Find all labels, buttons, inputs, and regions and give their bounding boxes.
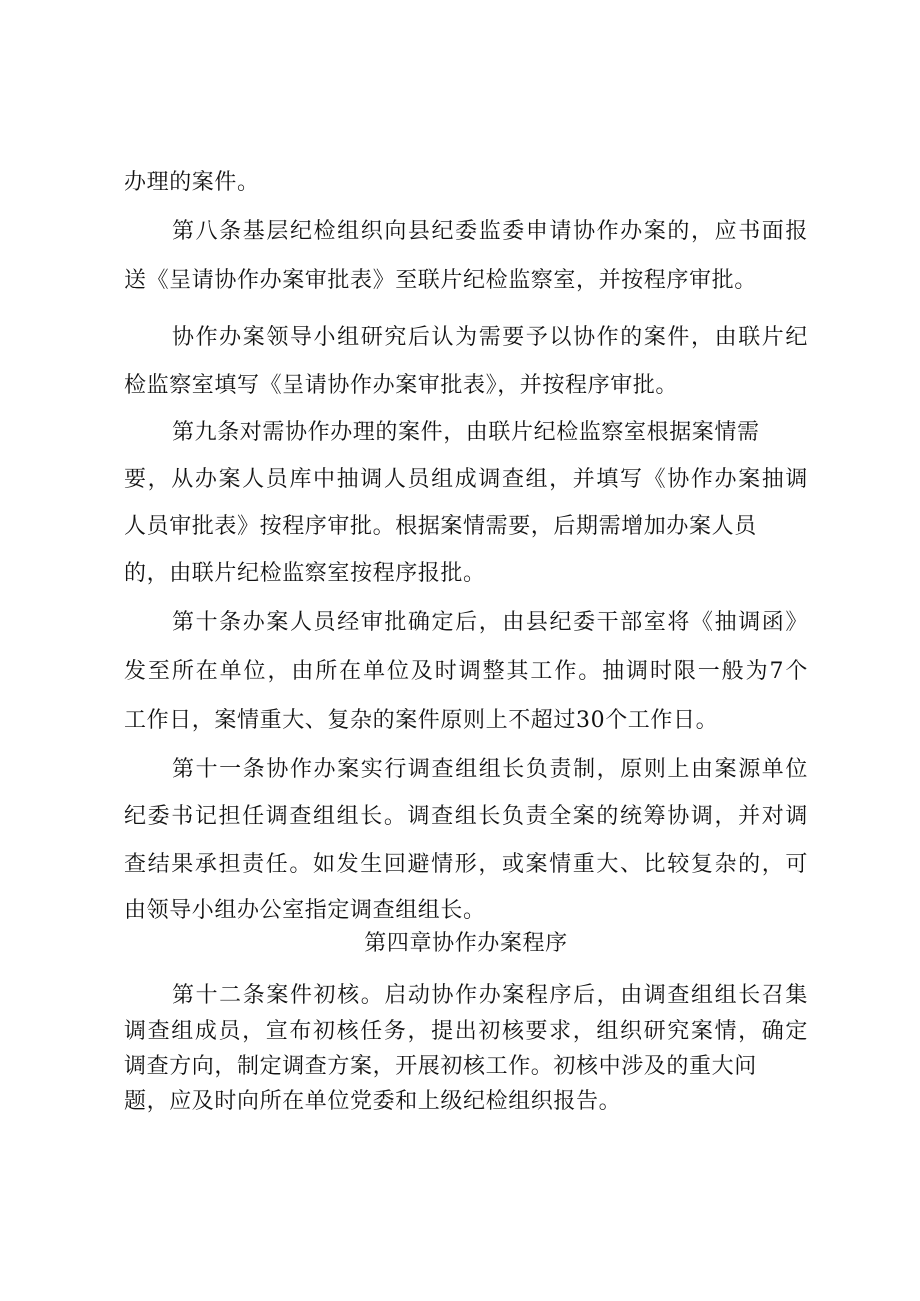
text-line: 办理的案件。 [124, 170, 260, 195]
text-line: 协作办案领导小组研究后认为需要予以协作的案件，由联片纪 [172, 325, 808, 350]
text-line: 的，由联片纪检监察室按程序报批。 [124, 561, 486, 586]
chapter-heading: 第四章协作办案程序 [364, 931, 568, 956]
text-line: 第十一条协作办案实行调查组组长负责制，原则上由案源单位 [172, 757, 808, 782]
text-line: 第十二条案件初核。启动协作办案程序后，由调查组组长召集 [172, 983, 808, 1008]
text-line: 要，从办案人员库中抽调人员组成调查组，并填写《协作办案抽调 [124, 467, 808, 492]
text-line: 由领导小组办公室指定调查组组长。 [124, 898, 486, 923]
text-line: 查结果承担责任。如发生回避情形，或案情重大、比较复杂的，可 [124, 852, 808, 877]
text-line: 发至所在单位，由所在单位及时调整其工作。抽调时限一般为7个 [124, 659, 808, 684]
text-line: 调查方向，制定调查方案，开展初核工作。初核中涉及的重大问 [124, 1054, 757, 1079]
text-line: 调查组成员，宣布初核任务，提出初核要求，组织研究案情，确定 [124, 1019, 808, 1044]
text-line: 第十条办案人员经审批确定后，由县纪委干部室将《抽调函》 [172, 610, 808, 635]
text-line: 检监察室填写《呈请协作办案审批表》，并按程序审批。 [124, 373, 679, 398]
text-line: 纪委书记担任调查组组长。调查组长负责全案的统筹协调，并对调 [124, 804, 808, 829]
text-line: 工作日，案情重大、复杂的案件原则上不超过30个工作日。 [124, 708, 719, 733]
text-line: 第九条对需协作办理的案件，由联片纪检监察室根据案情需 [172, 420, 760, 445]
text-line: 第八条基层纪检组织向县纪委监委申请协作办案的，应书面报 [172, 219, 808, 244]
text-line: 送《呈请协作办案审批表》至联片纪检监察室，并按程序审批。 [124, 268, 757, 293]
text-line: 人员审批表》按程序审批。根据案情需要，后期需增加办案人员 [124, 514, 757, 539]
text-line: 题，应及时向所在单位党委和上级纪检组织报告。 [124, 1089, 622, 1114]
